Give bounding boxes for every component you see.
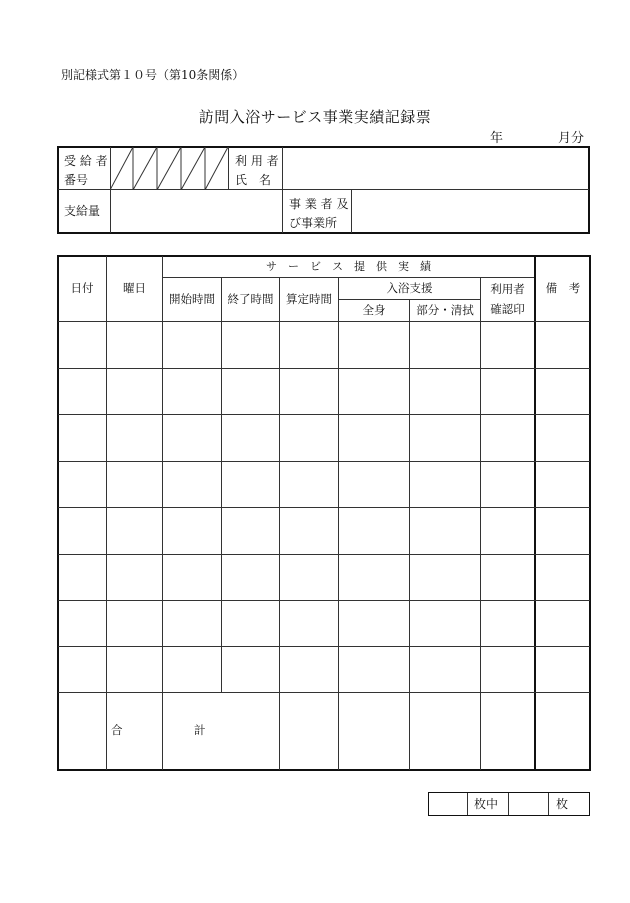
page-title: 訪問入浴サービス事業実績記録票 <box>198 108 432 126</box>
user-name-label: 利 用 者 氏 名 <box>235 154 279 188</box>
weekday-column-header: 曜日 <box>123 281 146 296</box>
total-label-2: 計 <box>194 723 206 737</box>
end-time-header: 終了時間 <box>227 292 274 307</box>
date-column-header: 日付 <box>70 281 94 296</box>
sheet-of-label: 枚中 <box>474 797 499 811</box>
start-time-header: 開始時間 <box>169 292 215 307</box>
user-name-field[interactable] <box>284 148 588 188</box>
remarks-header: 備 考 <box>545 281 581 296</box>
month-label: 月分 <box>558 131 585 146</box>
current-sheet-field[interactable] <box>429 793 467 815</box>
full-body-header: 全身 <box>362 303 386 318</box>
user-confirm-header: 利用者 確認印 <box>490 281 525 316</box>
service-record-table <box>57 255 591 771</box>
provider-field[interactable] <box>353 191 588 232</box>
total-sheet-field[interactable] <box>509 793 548 815</box>
calc-time-header: 算定時間 <box>286 292 332 307</box>
partial-header: 部分・清拭 <box>416 303 474 318</box>
supply-amount-label: 支給量 <box>64 204 101 218</box>
service-record-header: サ ー ビ ス 提 供 実 績 <box>266 259 431 273</box>
form-number-label: 別記様式第１０号（第10条関係） <box>61 68 245 82</box>
bath-support-header: 入浴支援 <box>386 281 433 296</box>
supply-amount-field[interactable] <box>112 191 281 232</box>
recipient-number-slash-boxes[interactable] <box>110 147 229 190</box>
sheet-label: 枚 <box>556 797 569 811</box>
year-label: 年 <box>490 131 504 146</box>
provider-label: 事 業 者 及 び事業所 <box>289 197 349 231</box>
recipient-number-label: 受 給 者 番号 <box>64 154 108 188</box>
total-label-1: 合 <box>111 723 123 737</box>
